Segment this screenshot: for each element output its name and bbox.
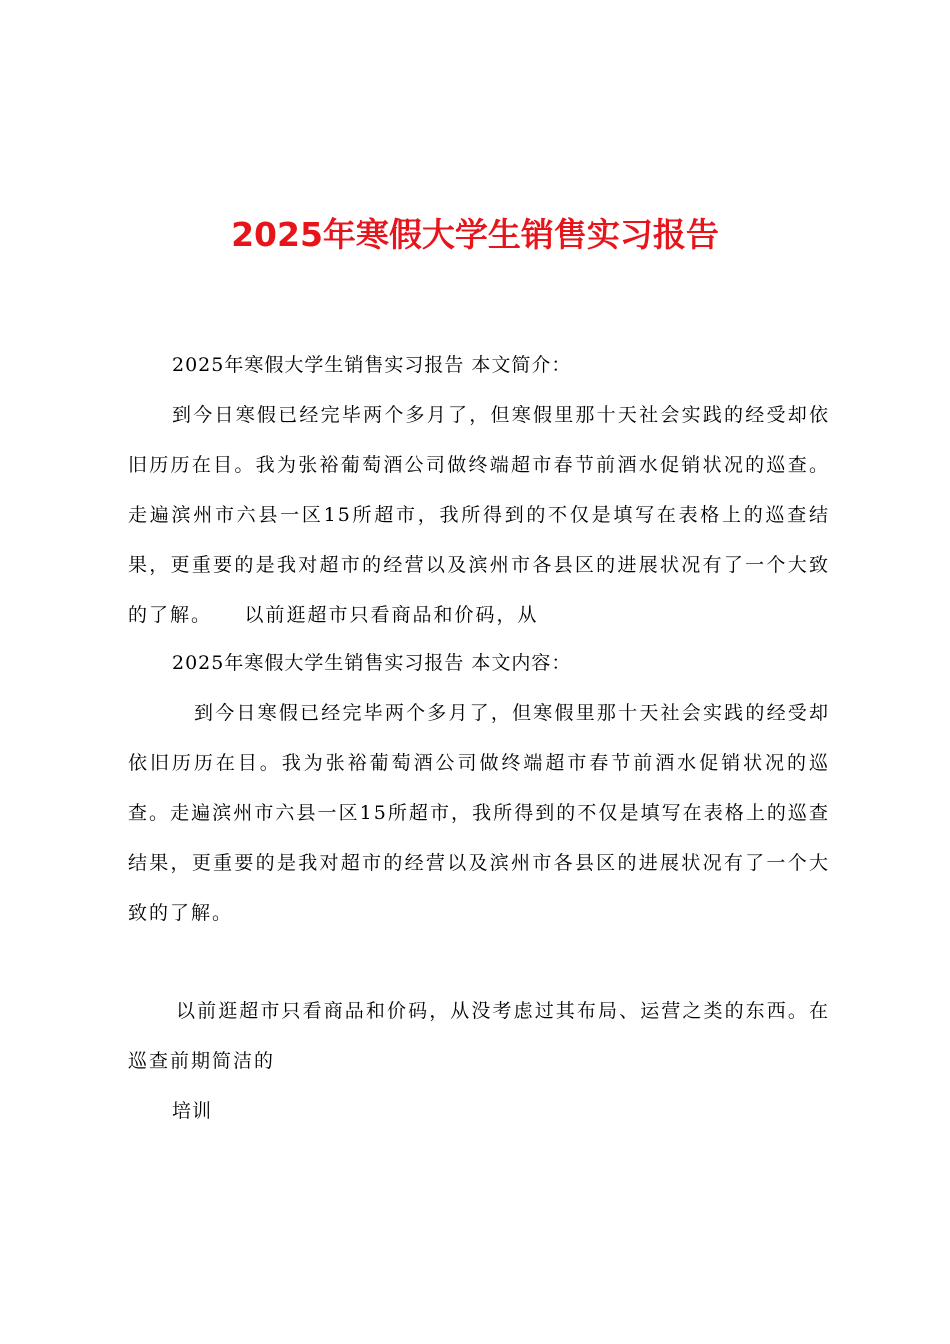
content-paragraph-2: 以前逛超市只看商品和价码，从没考虑过其布局、运营之类的东西。在巡查前期简洁的 bbox=[128, 1000, 830, 1072]
content-paragraph-3: 培训 bbox=[172, 1100, 213, 1122]
content-heading: 2025年寒假大学生销售实习报告 本文内容： bbox=[172, 652, 572, 674]
summary-heading: 2025年寒假大学生销售实习报告 本文简介： bbox=[172, 354, 572, 376]
summary-paragraph: 到今日寒假已经完毕两个多月了，但寒假里那十天社会实践的经受却依旧历历在目。我为张裕葡萄酒公司做终端超市春节前酒水促销状况的巡查。走遍滨州市六县一区15所超市，我所得到的不仅是填写在表格上的巡查结果，更重要的是我对超市的经营以及滨州市各县区的进展状况有了一个大致的了解。 以前逛超市只看商品和价码，从 bbox=[128, 404, 830, 626]
content-paragraph: 到今日寒假已经完毕两个多月了，但寒假里那十天社会实践的经受却依旧历历在目。我为张裕葡萄酒公司做终端超市春节前酒水促销状况的巡查。走遍滨州市六县一区15所超市，我所得到的不仅是填写在表格上的巡查结果，更重要的是我对超市的经营以及滨州市各县区的进展状况有了一个大致的了解。 bbox=[128, 702, 830, 924]
document-title: 2025年寒假大学生销售实习报告 bbox=[231, 215, 719, 254]
